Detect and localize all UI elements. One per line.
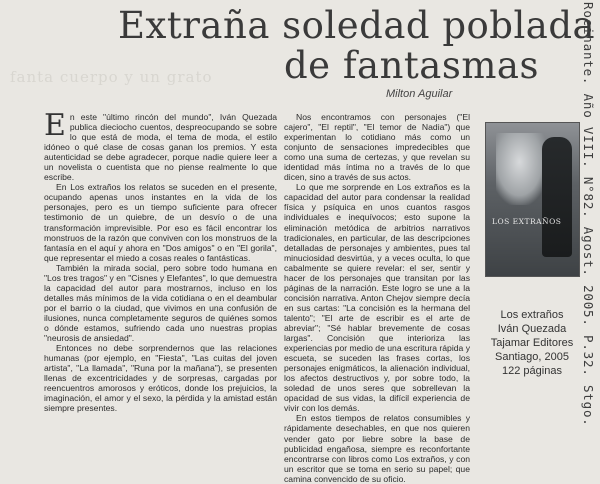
cover-light-area xyxy=(496,133,548,205)
dropcap: E xyxy=(44,108,66,143)
paragraph: En estos tiempos de relatos consumibles y rápidamente desechables, en que nos quieren vender gato por liebre sobre la base de publicidad engañosa, siempre es reconfortante encontrarse con libros como Los extraños, y con un escritor que se toma en serio su papel; que camina convencido de su oficio. xyxy=(284,413,470,484)
book-author: Iván Quezada xyxy=(497,323,567,335)
article-title-line-1: Extraña soledad poblada xyxy=(118,4,596,47)
paragraph: En Los extraños los relatos se suceden en el presente, ocupando apenas unos instantes en la vida de los personajes, pero es un tiempo suficiente para ofrecer testimonio de un quiebre, de un desvío o de una transformación imprevisible. Por eso es fácil encontrar los monstruos de la razón que conviven con los monstruos de la fantasía en el aquí y ahora en "Dos amigos" o en "El gorila", que representar el miedo a cosas reales o fantásticas. xyxy=(44,182,277,263)
handwritten-note-text: Rocinante. Año VIII. N°82. Agost. 2005. P.32. Stgo. xyxy=(581,2,596,427)
book-place-year: Santiago, 2005 xyxy=(494,351,569,363)
paragraph-text: n este "último rincón del mundo", Iván Quezada publica dieciocho cuentos, despreocupando se sobre lo que está de moda, el tema de moda, el estilo idóneo o qué clase de cosas ganan los premios. Y esta autenticidad se debe agradecer, porque nadie quiere leer a un novelista o cuentista que no piense realmente lo que escribe. xyxy=(44,112,277,183)
book-cover-image xyxy=(485,122,580,277)
handwritten-source-note xyxy=(568,2,598,432)
paragraph: Lo que me sorprende en Los extraños es la capacidad del autor para condensar la realidad física y psíquica en unos cuantos rasgos individuales e inequívocos; esto supone la eliminación metódica de arbitrios narrativos tradicionales, en particular, de las descripciones detalladas de personajes y ambientes, pues tal minuciosidad desvirtúa, y a veces oculta, lo que cabalmente se quiere revelar: el ser, sentir y hacer de los personajes que transitan por las páginas de la narración. Este logro se une a la concisión narrativa. Anton Chejov siempre decía en sus cartas: "La concisión es la hermana del talento"; "El arte de escribir es el arte de abreviar"; "Sé hablar brevemente de cosas largas". Concisión que interioriza las experiencias por medio de una escritura rápida y escueta, se suceden las frases cortas, los personajes enigmáticos, la alienación individual, los afectos destructivos y, por sobre todo, la soledad de unos seres que sobrellevan la opacidad de sus vidas, la difícil experiencia de vivir con los demás. xyxy=(284,182,470,414)
cover-title: LOS EXTRAÑOS xyxy=(492,217,562,226)
book-info-caption xyxy=(482,308,582,378)
article-left-column xyxy=(44,108,277,414)
author-byline: Milton Aguilar xyxy=(386,88,453,100)
book-publisher: Tajamar Editores xyxy=(490,337,574,349)
book-title: Los extraños xyxy=(500,309,564,321)
book-pages: 122 páginas xyxy=(502,365,562,377)
article-title-line-2: de fantasmas xyxy=(284,44,539,87)
paragraph xyxy=(44,108,277,183)
paragraph: También la mirada social, pero sobre todo humana en "Los tres tragos" y en "Cisnes y Elefantes", lo que demuestra la capacidad del autor para mostrarnos, incluso en los detalles más mínimos de la vida cotidiana o en el deambular por el barrio o la ciudad, que vivimos en una confusión de ilusiones, nunca completamente seguros de quiénes somos o dónde estamos, sufriendo cada uno nuestras propias "neurosis de ansiedad". xyxy=(44,262,277,344)
paragraph: Entonces no debe sorprendernos que las relaciones humanas (por ejemplo, en "Fiesta", "Las cuitas del joven artista", "La llamada", "Runa por la mañana"), se presenten llenas de excentricidades y de sorpresas, cargadas por reencuentros amorosos y eróticos, donde los prejuicios, la imaginación, el amor y el sexo, la pérdida y la amistad están siempre presentes. xyxy=(44,343,277,414)
paragraph: Nos encontramos con personajes ("El cajero", "El reptil", "El temor de Nadia") que experimentan lo cotidiano más como un conjunto de sensaciones impredecibles que como una suma de certezas, y que revelan su identidad más íntima no a través de lo que dicen, sino a través de sus actos. xyxy=(284,112,470,183)
article-middle-column xyxy=(284,112,470,484)
bleed-through-text: fanta cuerpo y un grato xyxy=(10,68,213,86)
